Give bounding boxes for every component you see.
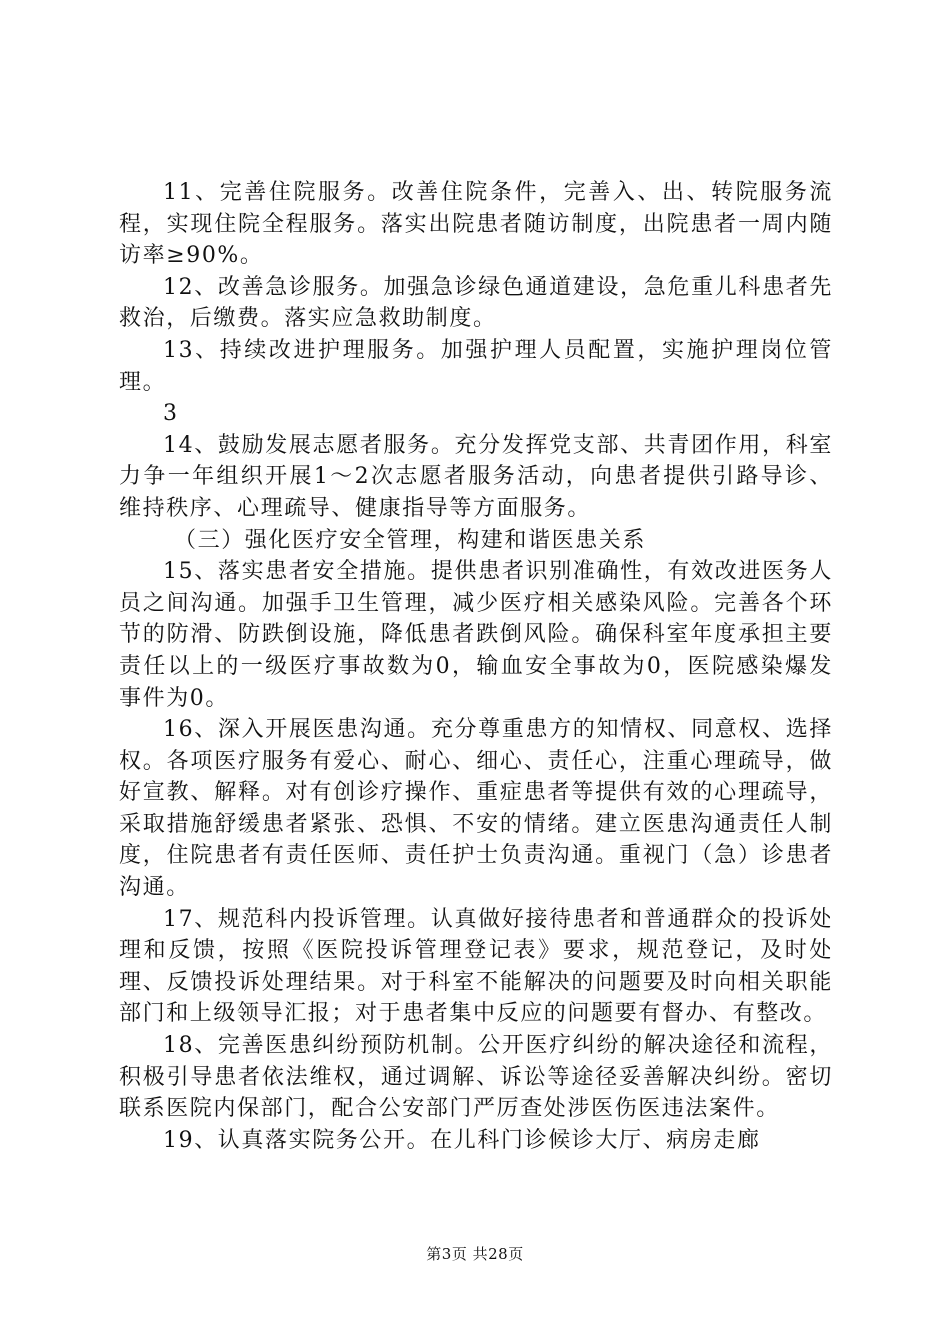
paragraph-13: 13、持续改进护理服务。加强护理人员配置，实施护理岗位管理。: [119, 337, 833, 395]
document-body: [119, 177, 833, 1156]
paragraph-16: 16、深入开展医患沟通。充分尊重患方的知情权、同意权、选择权。各项医疗服务有爱心、耐心、细心、责任心，注重心理疏导，做好宣教、解释。对有创诊疗操作、重症患者等提供有效的心理疏导，采取措施舒缓患者紧张、恐惧、不安的情绪。建立医患沟通责任人制度，住院患者有责任医师、责任护士负责沟通。重视门（急）诊患者沟通。: [119, 717, 833, 901]
stray-number: 3: [163, 401, 179, 427]
paragraph-19: 19、认真落实院务公开。在儿科门诊候诊大厅、病房走廊: [163, 1127, 761, 1153]
paragraph-12: 12、改善急诊服务。加强急诊绿色通道建设，急危重儿科患者先救治，后缴费。落实应急救助制度。: [119, 274, 833, 332]
paragraph-18: 18、完善医患纠纷预防机制。公开医疗纠纷的解决途径和流程，积极引导患者依法维权，通过调解、诉讼等途径妥善解决纠纷。密切联系医院内保部门，配合公安部门严厉查处涉医伤医违法案件。: [119, 1033, 833, 1122]
page-footer: 第3页 共28页: [426, 1245, 524, 1263]
paragraph-17: 17、规范科内投诉管理。认真做好接待患者和普通群众的投诉处理和反馈，按照《医院投诉管理登记表》要求，规范登记，及时处理、反馈投诉处理结果。对于科室不能解决的问题要及时向相关职能部门和上级领导汇报；对于患者集中反应的问题要有督办、有整改。: [119, 906, 833, 1027]
paragraph-11: 11、完善住院服务。改善住院条件，完善入、出、转院服务流程，实现住院全程服务。落实出院患者随访制度，出院患者一周内随访率≥90%。: [119, 180, 833, 269]
section-heading: （三）强化医疗安全管理，构建和谐医患关系: [174, 527, 647, 553]
paragraph-14: 14、鼓励发展志愿者服务。充分发挥党支部、共青团作用，科室力争一年组织开展1～2次志愿者服务活动，向患者提供引路导诊、维持秩序、心理疏导、健康指导等方面服务。: [119, 432, 833, 521]
paragraph-15: 15、落实患者安全措施。提供患者识别准确性，有效改进医务人员之间沟通。加强手卫生管理，减少医疗相关感染风险。完善各个环节的防滑、防跌倒设施，降低患者跌倒风险。确保科室年度承担主要责任以上的一级医疗事故数为0，输血安全事故为0，医院感染爆发事件为0。: [119, 559, 833, 711]
